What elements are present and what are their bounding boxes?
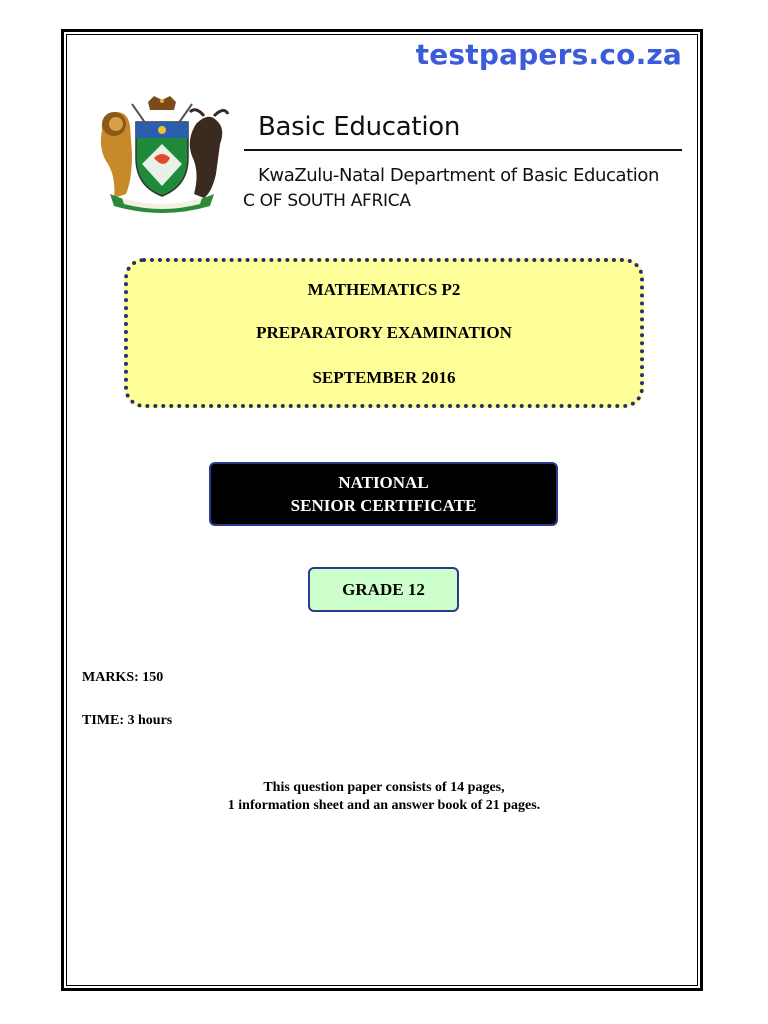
department-name: KwaZulu-Natal Department of Basic Education (258, 165, 660, 186)
paper-info-line-2: 1 information sheet and an answer book of 21 pages. (227, 798, 541, 813)
certificate-box (209, 462, 558, 526)
watermark: testpapers.co.za (415, 38, 682, 71)
certificate-line-1: NATIONAL (338, 473, 429, 492)
exam-type: PREPARATORY EXAMINATION (256, 323, 512, 342)
paper-info (0, 779, 768, 815)
department-title: Basic Education (258, 112, 461, 142)
marks-label: MARKS: 150 (82, 670, 164, 685)
exam-info-box (124, 258, 644, 408)
grade-badge: GRADE 12 (308, 567, 459, 612)
header-divider (244, 149, 682, 151)
time-label: TIME: 3 hours (82, 713, 173, 728)
paper-info-line-1: This question paper consists of 14 pages, (263, 780, 505, 795)
exam-subject: MATHEMATICS P2 (307, 280, 461, 299)
exam-date: SEPTEMBER 2016 (312, 368, 456, 387)
coat-of-arms-icon (92, 94, 232, 218)
certificate-line-2: SENIOR CERTIFICATE (290, 496, 477, 515)
country-name: C OF SOUTH AFRICA (243, 191, 411, 211)
